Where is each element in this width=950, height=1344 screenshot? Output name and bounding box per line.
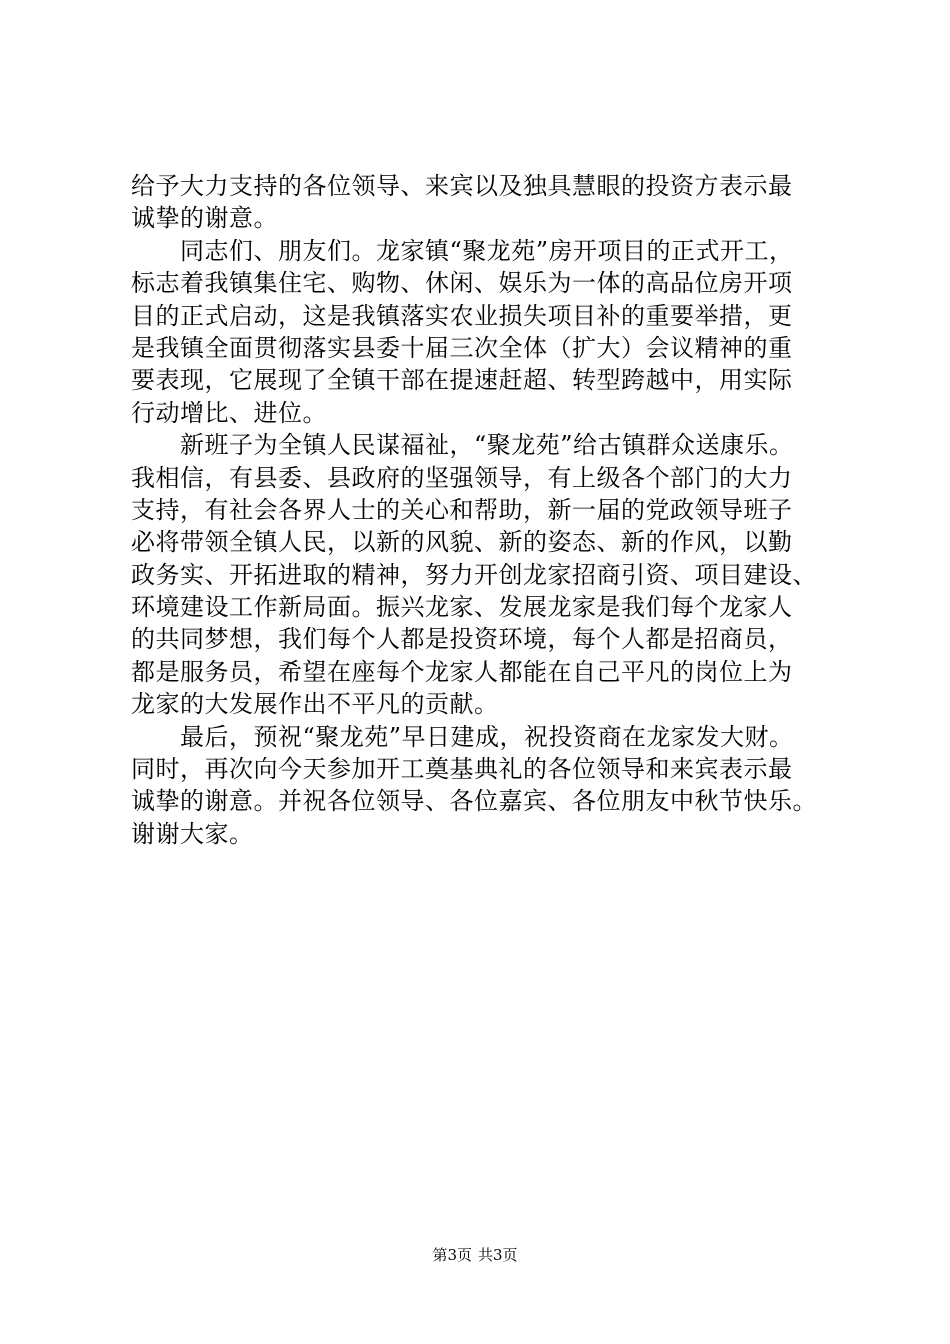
text-line: 新班子为全镇人民谋福祉，“聚龙苑”给古镇群众送康乐。 <box>131 431 794 460</box>
text-line: 支持，有社会各界人士的关心和帮助，新一届的党政领导班子 <box>131 495 793 524</box>
text-line: 同时，再次向今天参加开工奠基典礼的各位领导和来宾表示最 <box>131 755 793 784</box>
text-line: 最后，预祝“聚龙苑”早日建成，祝投资商在龙家发大财。 <box>131 722 794 751</box>
text-line: 标志着我镇集住宅、购物、休闲、娱乐为一体的高品位房开项 <box>131 269 793 298</box>
text-line: 是我镇全面贯彻落实县委十届三次全体（扩大）会议精神的重 <box>131 333 793 362</box>
text-line: 给予大力支持的各位领导、来宾以及独具慧眼的投资方表示最 <box>131 172 793 200</box>
page-number-total: 共3页 <box>478 1246 518 1264</box>
text-line: 龙家的大发展作出不平凡的贡献。 <box>131 690 499 719</box>
text-line: 政务实、开拓进取的精神，努力开创龙家招商引资、项目建设、 <box>131 560 817 589</box>
page-number-current: 第3页 <box>432 1246 472 1264</box>
text-line: 行动增比、进位。 <box>131 398 327 427</box>
text-line: 同志们、朋友们。龙家镇“聚龙苑”房开项目的正式开工， <box>131 236 794 265</box>
text-line: 谢谢大家。 <box>131 819 254 848</box>
text-line: 我相信，有县委、县政府的坚强领导，有上级各个部门的大力 <box>131 463 793 492</box>
text-line: 环境建设工作新局面。振兴龙家、发展龙家是我们每个龙家人 <box>131 593 793 622</box>
text-line: 诚挚的谢意。并祝各位领导、各位嘉宾、各位朋友中秋节快乐。 <box>131 787 817 816</box>
text-line: 的共同梦想，我们每个人都是投资环境，每个人都是招商员， <box>131 625 793 654</box>
text-line: 都是服务员，希望在座每个龙家人都能在自己平凡的岗位上为 <box>131 657 793 686</box>
text-line: 诚挚的谢意。 <box>131 204 278 233</box>
page-footer <box>0 1244 950 1265</box>
text-line: 要表现，它展现了全镇干部在提速赶超、转型跨越中，用实际 <box>131 366 793 395</box>
text-line: 目的正式启动，这是我镇落实农业损失项目补的重要举措，更 <box>131 301 793 330</box>
document-body <box>131 170 831 850</box>
text-line: 必将带领全镇人民，以新的风貌、新的姿态、新的作风，以勤 <box>131 528 793 557</box>
